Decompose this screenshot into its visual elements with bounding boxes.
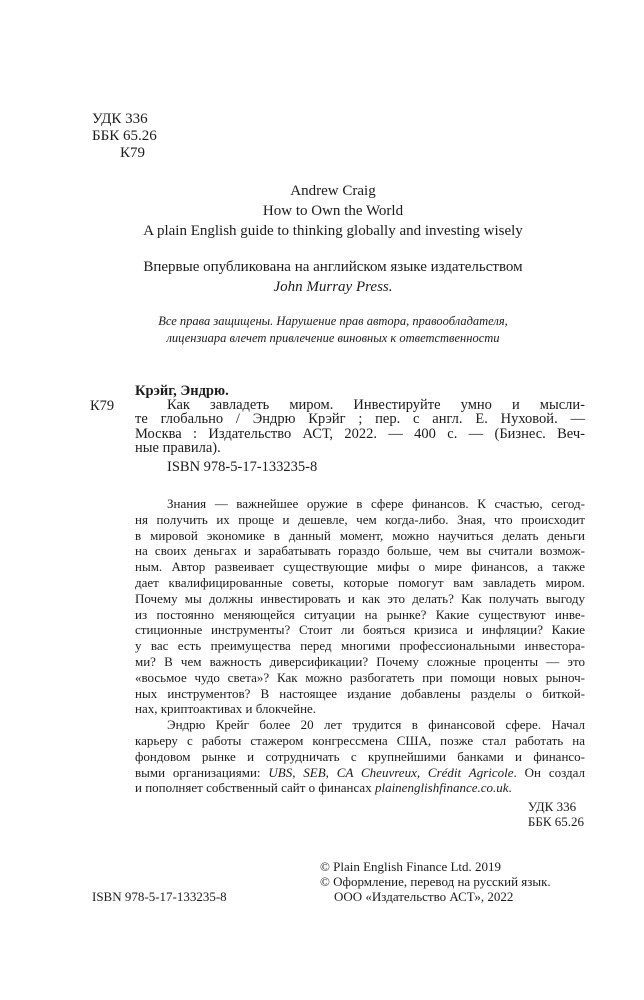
text-line: карьеру с работы стажером конгрессмена США, позже стал работать на [135, 732, 585, 748]
italic-segment: UBS, SEB, CA Cheuvreux, Crédit Agricole [268, 764, 514, 780]
text-line [135, 780, 585, 796]
text-line: на своих деньгах и зарабатывать гораздо больше, чем вы считали возмож- [135, 543, 585, 559]
publisher-name: John Murray Press. [273, 278, 393, 295]
text-segment: . [508, 780, 512, 796]
text-line: у вас есть преимущества перед многими профессиональными инвестора- [135, 638, 585, 654]
annotation-paragraph [135, 717, 585, 796]
text-line: ных инструментов? В настоящее издание добавлены разделы о биткой- [135, 685, 585, 701]
text-line: в мировой экономике в данный момент, можно научиться делать деньги [135, 527, 585, 543]
udk-code: УДК 336 [527, 799, 577, 814]
rights-notice [133, 313, 533, 347]
bbk-code: ББК 65.26 [527, 813, 584, 829]
text-line: из постоянно меняющейся ситуации на рынке? Какие существуют инве- [135, 606, 585, 622]
text-line: ня получить их проще и дешевле, чем когда-либо. Зная, что происходит [135, 511, 585, 527]
first-published-text: Впервые опубликована на английском языке издательством [143, 259, 523, 275]
annotation [135, 496, 585, 796]
top-classification-codes [92, 111, 157, 162]
italic-segment: plainenglishfinance.co.uk [374, 780, 509, 796]
text-line: ми? В чем важность диверсификации? Почему сложные проценты — это [135, 653, 585, 669]
text-segment: и пополняет собственный сайт о финансах [135, 780, 375, 796]
footer-isbn: ISBN 978-5-17-133235-8 [92, 889, 227, 904]
text-segment: . Он создал [513, 764, 585, 780]
copyright-line: © Plain English Finance Ltd. 2019 [320, 859, 502, 874]
classification-codes [528, 800, 584, 829]
catalog-isbn: ISBN 978-5-17-133235-8 [167, 459, 318, 475]
catalog-code: К79 [90, 398, 115, 414]
text-line: Как завладеть миром. Инвестируйте умно и мысли- [167, 397, 585, 413]
rights-line: Все права защищены. Нарушение прав автора, правообладателя, [158, 314, 508, 328]
original-title-block [133, 181, 533, 241]
original-author: Andrew Craig [290, 183, 376, 199]
catalog-author: Крэйг, Эндрю. [135, 383, 229, 399]
copyright-line: ООО «Издательство АСТ», 2022 [334, 889, 514, 904]
rights-line: лицензиара влечет привлечение виновных к ответственности [166, 331, 500, 345]
text-segment: выми организациями: [135, 764, 269, 780]
author-sign: К79 [120, 145, 146, 161]
copyright-line: © Оформление, перевод на русский язык. [320, 874, 551, 889]
text-line: дает квалифицированные советы, которые помогут вам завладеть миром. [135, 574, 585, 590]
text-line: Знания — важнейшее оружие в сфере финансов. К счастью, сегод- [167, 496, 585, 511]
text-line: Москва : Издательство АСТ, 2022. — 400 с. — (Бизнес. Веч- [135, 425, 585, 442]
text-line: ным. Автор развеивает существующие мифы о мире финансов, а также [135, 559, 585, 575]
text-line: те глобально / Эндрю Крэйг ; пер. с англ. Е. Нуховой. — [135, 411, 585, 428]
text-line: «восьмое чудо света»? Как можно разбогатеть при помощи новых рыноч- [135, 669, 585, 685]
original-subtitle: A plain English guide to thinking globally and investing wisely [143, 223, 523, 239]
udk-code: УДК 336 [92, 111, 148, 127]
text-line: ные правила). [135, 439, 221, 456]
copyright-notice [320, 859, 551, 904]
bbk-code: ББК 65.26 [92, 128, 157, 144]
text-line: Почему мы должны инвестировать и как это делать? Как получать выгоду [135, 590, 585, 606]
text-line [135, 765, 585, 781]
text-line: Эндрю Крейг более 20 лет трудится в финансовой сфере. Начал [167, 717, 585, 733]
text-line: нах, криптоактивах и блокчейне. [135, 701, 317, 717]
first-published-note [133, 258, 533, 297]
text-line: фондовом рынке и сотрудничать с крупнейшими банками и финансо- [135, 748, 585, 764]
original-title: How to Own the World [262, 203, 404, 219]
annotation-paragraph [135, 496, 585, 717]
text-line: стиционные инструменты? Стоит ли бояться кризиса и инфляции? Какие [135, 622, 585, 638]
catalog-description [135, 398, 585, 455]
